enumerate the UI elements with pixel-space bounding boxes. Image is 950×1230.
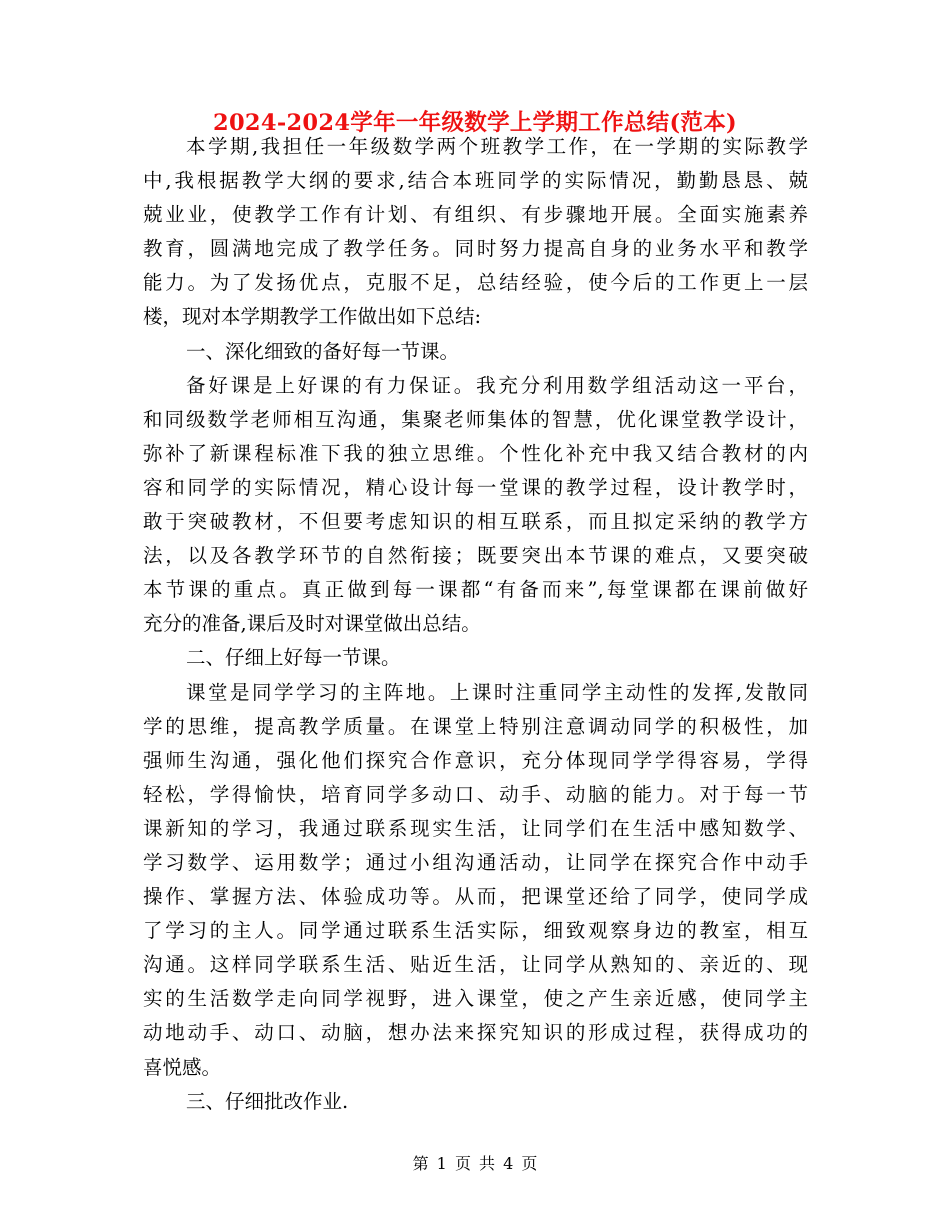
text-line: 实的生活数学走向同学视野，进入课堂，使之产生亲近感，使同学主 (143, 987, 808, 1011)
text-line: 和同级数学老师相互沟通，集聚老师集体的智慧，优化课堂教学设计， (143, 407, 808, 431)
text-line: 法，以及各教学环节的自然衔接；既要突出本节课的难点，又要突破 (143, 544, 808, 568)
text-line: 备好课是上好课的有力保证。我充分利用数学组活动这一平台， (186, 373, 808, 397)
text-line: 本节课的重点。真正做到每一课都“有备而来”,每堂课都在课前做好 (143, 578, 808, 602)
text-line: 课新知的学习，我通过联系现实生活，让同学们在生活中感知数学、 (143, 816, 808, 840)
text-line: 一、深化细致的备好每一节课。 (186, 339, 460, 363)
text-line: 沟通。这样同学联系生活、贴近生活，让同学从熟知的、亲近的、现 (143, 953, 808, 977)
text-line: 喜悦感。 (143, 1055, 222, 1079)
text-line: 二、仔细上好每一节课。 (186, 646, 401, 670)
text-line: 敢于突破教材，不但要考虑知识的相互联系，而且拟定采纳的教学方 (143, 510, 808, 534)
document-body (143, 130, 808, 1119)
text-line: 充分的准备,课后及时对课堂做出总结。 (143, 612, 481, 636)
text-line: 课堂是同学学习的主阵地。上课时注重同学主动性的发挥,发散同 (186, 680, 808, 704)
text-line: 楼，现对本学期教学工作做出如下总结: (143, 305, 482, 329)
text-line: 强师生沟通，强化他们探究合作意识，充分体现同学学得容易，学得 (143, 748, 808, 772)
text-line: 兢业业，使教学工作有计划、有组织、有步骤地开展。全面实施素养 (143, 203, 808, 227)
document-title: 2024-2024学年一年级数学上学期工作总结(范本) (213, 110, 737, 136)
text-line: 学的思维，提高教学质量。在课堂上特别注意调动同学的积极性，加 (143, 714, 808, 738)
text-line: 三、仔细批改作业. (186, 1089, 349, 1113)
text-line: 本学期,我担任一年级数学两个班教学工作，在一学期的实际教学 (186, 135, 808, 158)
text-line: 中,我根据教学大纲的要求,结合本班同学的实际情况，勤勤恳恳、兢 (143, 169, 808, 193)
text-line: 容和同学的实际情况，精心设计每一堂课的教学过程，设计教学时， (143, 475, 808, 499)
text-line: 动地动手、动口、动脑，想办法来探究知识的形成过程，获得成功的 (143, 1021, 808, 1045)
text-line: 能力。为了发扬优点，克服不足，总结经验，使今后的工作更上一层 (143, 271, 808, 295)
text-line: 学习数学、运用数学；通过小组沟通活动，让同学在探究合作中动手 (143, 850, 808, 874)
text-line: 了学习的主人。同学通过联系生活实际，细致观察身边的教室，相互 (143, 919, 808, 943)
text-line: 操作、掌握方法、体验成功等。从而，把课堂还给了同学，使同学成 (143, 885, 808, 909)
text-line: 轻松，学得愉快，培育同学多动口、动手、动脑的能力。对于每一节 (143, 782, 808, 806)
page-footer: 第 1 页 共 4 页 (412, 1154, 538, 1173)
text-line: 弥补了新课程标准下我的独立思维。个性化补充中我又结合教材的内 (143, 441, 808, 465)
text-line: 教育，圆满地完成了教学任务。同时努力提高自身的业务水平和教学 (143, 237, 808, 261)
